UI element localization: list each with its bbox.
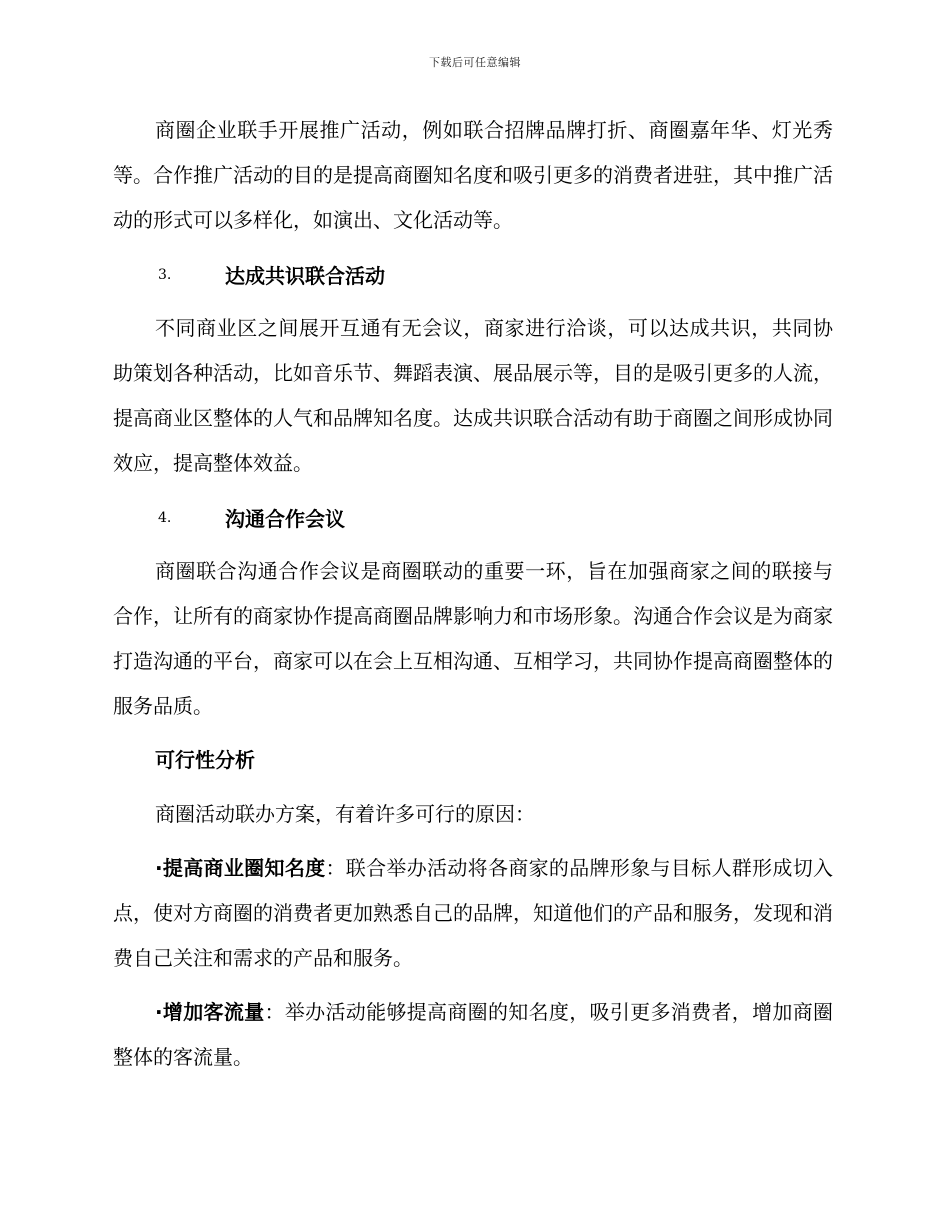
bullet-colon: ： xyxy=(325,856,346,880)
section-title: 沟通合作会议 xyxy=(225,507,345,531)
section-heading-4 xyxy=(113,495,833,540)
bullet-marker: · xyxy=(155,1000,163,1024)
paragraph-consensus: 不同商业区之间展开互通有无会议，商家进行洽谈，可以达成共识，共同协助策划各种活动，比如音乐节、舞蹈表演、展品展示等，目的是吸引更多的人流，提高商业区整体的人气和品牌知名度。达成共识联合活动有助于商圈之间形成协同效应，提高整体效益。 xyxy=(113,316,833,475)
bullet-item-awareness xyxy=(113,846,833,981)
paragraph-promotion: 商圈企业联手开展推广活动，例如联合招牌品牌打折、商圈嘉年华、灯光秀等。合作推广活动的目的是提高商圈知名度和吸引更多的消费者进驻，其中推广活动的形式可以多样化，如演出、文化活动等。 xyxy=(113,118,833,232)
section-title: 达成共识联合活动 xyxy=(225,264,385,288)
section-heading-3 xyxy=(113,252,833,297)
bullet-text: 联合举办活动将各商家的品牌形象与目标人群形成切入点，使对方商圈的消费者更加熟悉自己的品牌，知道他们的产品和服务，发现和消费自己关注和需求的产品和服务。 xyxy=(113,856,834,970)
section-number: 3. xyxy=(158,266,172,283)
feasibility-heading: 可行性分析 xyxy=(155,748,255,772)
section-number: 4. xyxy=(158,509,172,526)
bullet-item-traffic xyxy=(113,990,833,1080)
paragraph-meeting: 商圈联合沟通合作会议是商圈联动的重要一环，旨在加强商家之间的联接与合作，让所有的商家协作提高商圈品牌影响力和市场形象。沟通合作会议是为商家打造沟通的平台，商家可以在会上互相沟通、互相学习，共同协作提高商圈整体的服务品质。 xyxy=(113,559,833,718)
bullet-term: 提高商业圈知名度 xyxy=(162,856,326,880)
bullet-term: 增加客流量 xyxy=(162,1000,265,1024)
document-body xyxy=(113,108,833,1089)
bullet-marker: · xyxy=(155,856,163,880)
bullet-colon: ： xyxy=(264,1000,285,1024)
page-header: 下载后可任意编辑 xyxy=(429,56,521,69)
paragraph-feasibility-intro: 商圈活动联办方案，有着许多可行的原因： xyxy=(155,802,535,826)
bullet-text: 举办活动能够提高商圈的知名度，吸引更多消费者，增加商圈整体的客流量。 xyxy=(113,1000,834,1069)
